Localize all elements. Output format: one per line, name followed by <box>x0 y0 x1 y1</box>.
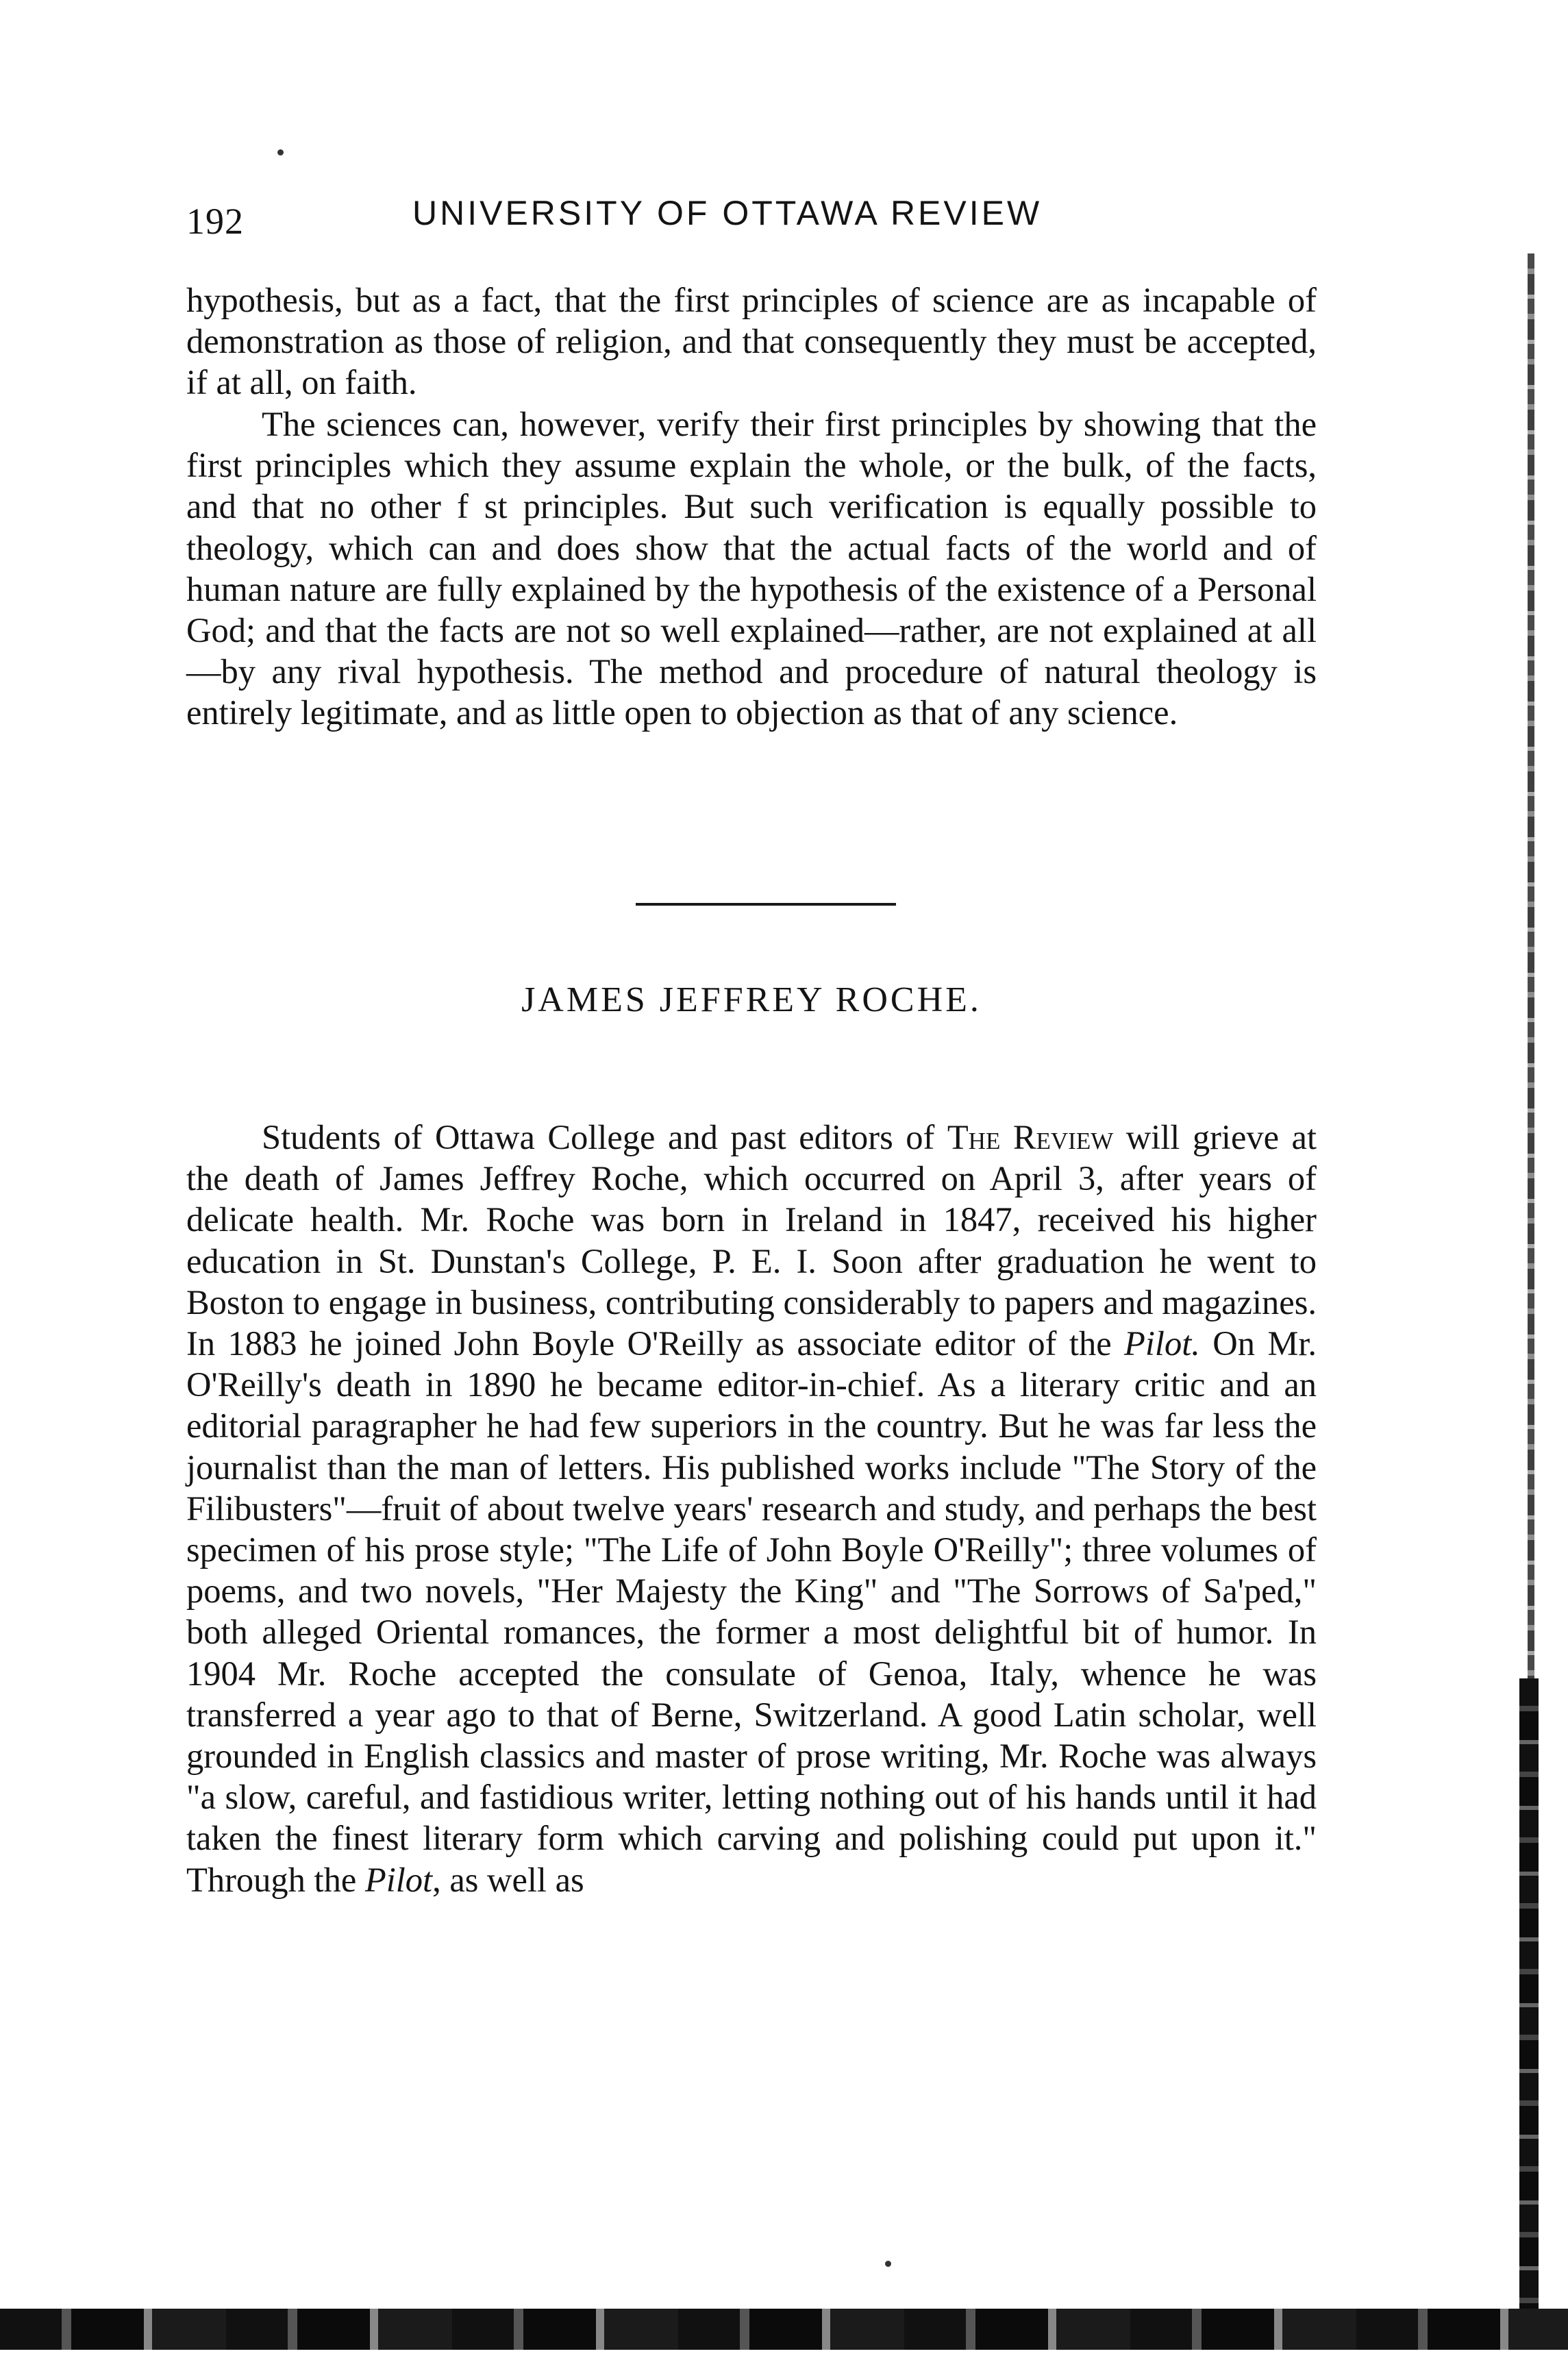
text-run: will grieve at the death of James Jeffrey Roche, which occurred on April 3, after years of delicate health. Mr. Roche was born in Ireland in 1847, received his higher education in St. Dunstan's College, P. E. I. Soon after graduation he went to Boston to engage in business, contributing considerably to papers and magazines. In 1883 he joined John Boyle O'Reilly as associate editor of the <box>186 1118 1317 1363</box>
publication-title: Pilot <box>364 1860 433 1899</box>
paragraph-continuation <box>186 280 1317 404</box>
scan-edge-artifact <box>1519 1678 1539 2350</box>
text-run: On Mr. O'Reilly's death in 1890 he became editor-in-chief. As a literary critic and an editorial paragrapher he had few superiors in the country. But he was far less the journalist than the man of letters. His published works include "The Story of the Filibusters"—fruit of about twelve years' research and study, and perhaps the best specimen of his prose style; "The Life of John Boyle O'Reilly"; three volumes of poems, and two novels, "Her Majesty the King" and "The Sorrows of Sa'ped," both alleged Oriental romances, the former a most delightful bit of humor. In 1904 Mr. Roche accepted the consulate of Genoa, Italy, whence he was transferred a year ago to that of Berne, Switzerland. A good Latin scholar, well grounded in English classics and master of prose writing, Mr. Roche was always "a slow, careful, and fastidious writer, letting nothing out of his hands until it had taken the finest literary form which carving and polishing could put upon it." Through the <box>186 1324 1317 1899</box>
text-run: Students of Ottawa College and past editors of <box>262 1118 947 1156</box>
paragraph-text: The sciences can, however, verify their first principles by showing that the first principles which they assume explain the whole, or the bulk, of the facts, and that no other f st principles. But such verification is equally possible to theology, which can and does show that the actual facts of the world and of human nature are fully explained by the hypothesis of the existence of a Personal God; and that the facts are not so well explained—rather, are not explained at all—by any rival hypothesis. The method and procedure of natural theology is entirely legitimate, and as little open to objection as that of any science. <box>186 405 1317 732</box>
scan-speck <box>277 149 284 156</box>
journal-name: The Review <box>947 1118 1114 1156</box>
running-head <box>186 193 1317 255</box>
scan-bottom-artifact <box>0 2309 1568 2350</box>
page-number: 192 <box>186 201 244 242</box>
paragraph-obituary <box>186 1117 1317 1900</box>
article-heading: JAMES JEFFREY ROCHE. <box>521 980 982 1019</box>
journal-title: UNIVERSITY OF OTTAWA REVIEW <box>412 194 1043 232</box>
text-run: , as well as <box>432 1860 584 1899</box>
paragraph-sciences <box>186 404 1317 734</box>
scan-speck <box>885 2261 891 2267</box>
paragraph-text <box>186 1117 1317 1900</box>
publication-title: Pilot. <box>1124 1324 1200 1363</box>
paragraph-text: hypothesis, but as a fact, that the first principles of science are as incapable of demonstration as those of religion, and that consequently they must be accepted, if at all, on faith. <box>186 281 1317 402</box>
section-divider <box>636 903 896 906</box>
